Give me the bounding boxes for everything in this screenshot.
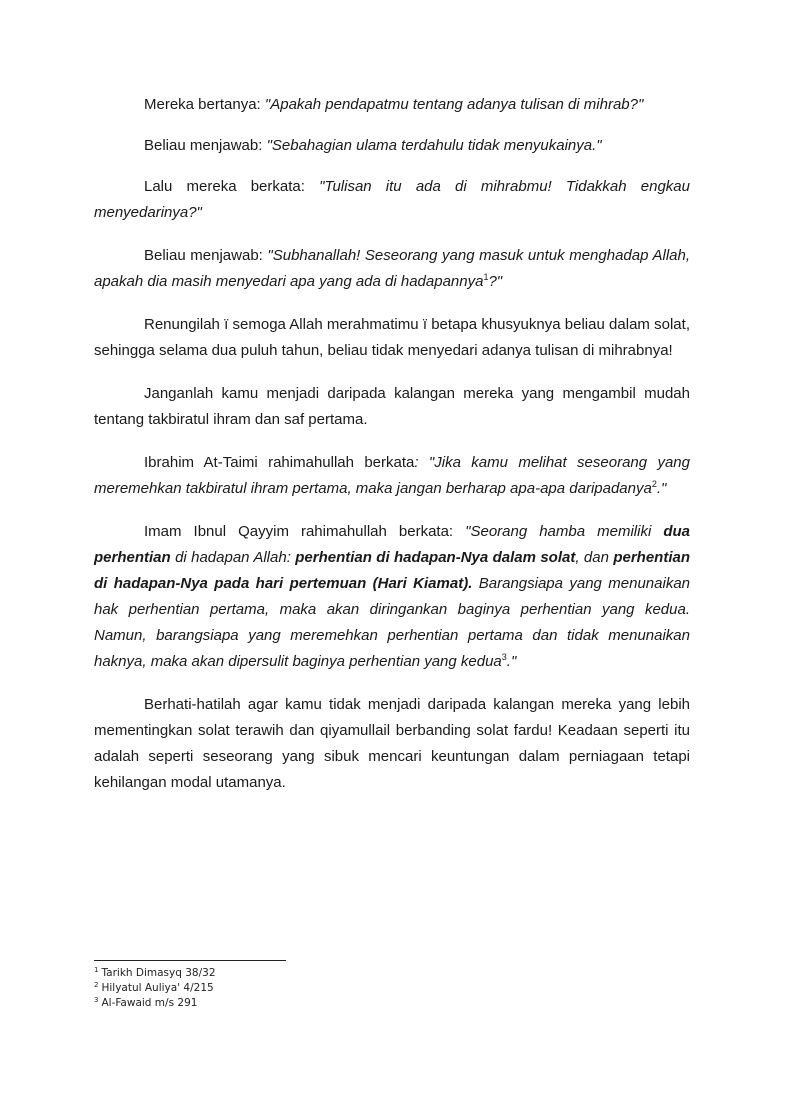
footnote-text: Al-Fawaid m/s 291: [101, 997, 198, 1009]
footnote-text: Tarikh Dimasyq 38/32: [101, 967, 216, 979]
text-run: perhentian di hadapan-Nya pada hari pertemuan (Hari Kiamat).: [94, 549, 690, 592]
paragraph: [94, 312, 690, 364]
text-run: Renungilah ï semoga Allah merahmatimu ï betapa khusyuknya beliau dalam solat, sehingga selama dua puluh tahun, beliau tidak menyedari adanya tulisan di mihrabnya!: [94, 316, 690, 359]
text-run: "Apakah pendapatmu tentang adanya tulisan di mihrab?": [264, 96, 644, 113]
footnote: [94, 996, 494, 1011]
text-run: Beliau menjawab:: [144, 247, 268, 264]
paragraph: [94, 133, 690, 159]
text-run: Imam Ibnul Qayyim rahimahullah berkata:: [144, 523, 466, 540]
paragraph: [94, 174, 690, 226]
text-run: perhentian di hadapan-Nya dalam solat: [295, 549, 576, 566]
text-run: "Sebahagian ulama terdahulu tidak menyukainya.": [266, 137, 602, 154]
text-run: "Subhanallah! Seseorang yang masuk untuk menghadap Allah, apakah dia masih menyedari apa yang ada di hadapannya: [94, 247, 690, 290]
text-run: "Seorang hamba memiliki: [465, 523, 664, 540]
text-run: "Tulisan itu ada di mihrabmu! Tidakkah engkau menyedarinya?": [94, 178, 690, 221]
paragraph: [94, 381, 690, 433]
text-run: Beliau menjawab:: [144, 137, 267, 154]
text-run: Janganlah kamu menjadi daripada kalangan mereka yang mengambil mudah tentang takbiratul ihram dan saf pertama.: [94, 385, 690, 428]
text-run: .": [656, 480, 667, 497]
text-run: .": [506, 653, 517, 670]
paragraph: [94, 519, 690, 675]
body-text: [94, 92, 690, 813]
footnote-number: 1: [94, 965, 99, 974]
footnote-separator: [94, 960, 286, 961]
text-run: Barangsiapa yang menunaikan hak perhentian pertama, maka akan diringankan baginya perhentian yang kedua. Namun, barangsiapa yang meremehkan perhentian pertama dan tidak menunaikan haknya, maka akan dipersulit baginya perhentian yang kedua: [94, 575, 690, 670]
text-run: di hadapan Allah:: [170, 549, 296, 566]
footnote-reference: 3: [501, 652, 507, 662]
text-run: Ibrahim At-Taimi rahimahullah berkata: [144, 454, 415, 471]
text-run: , dan: [575, 549, 614, 566]
footnote-text: Hilyatul Auliya' 4/215: [101, 982, 214, 994]
paragraph: [94, 92, 690, 118]
text-run: Berhati-hatilah agar kamu tidak menjadi daripada kalangan mereka yang lebih mementingkan solat terawih dan qiyamullail berbanding solat fardu! Keadaan seperti itu adalah seperti seseorang yang sibuk mencari keuntungan dalam perniagaan tetapi kehilangan modal utamanya.: [94, 696, 690, 791]
footnote-number: 3: [94, 995, 99, 1004]
text-run: Lalu mereka berkata:: [144, 178, 320, 195]
paragraph: [94, 243, 690, 295]
text-run: : "Jika kamu melihat seseorang yang meremehkan takbiratul ihram pertama, maka jangan berharap apa-apa daripadanya: [94, 454, 690, 497]
text-run: Mereka bertanya:: [144, 96, 265, 113]
footnote-reference: 2: [651, 479, 657, 489]
text-run: ?": [488, 273, 503, 290]
footnote: [94, 966, 494, 981]
paragraph: [94, 450, 690, 502]
text-run: dua perhentian: [94, 523, 690, 566]
footnote: [94, 981, 494, 996]
footnotes: [94, 966, 494, 1011]
footnote-reference: 1: [483, 272, 489, 282]
footnote-number: 2: [94, 980, 99, 989]
paragraph: [94, 692, 690, 796]
